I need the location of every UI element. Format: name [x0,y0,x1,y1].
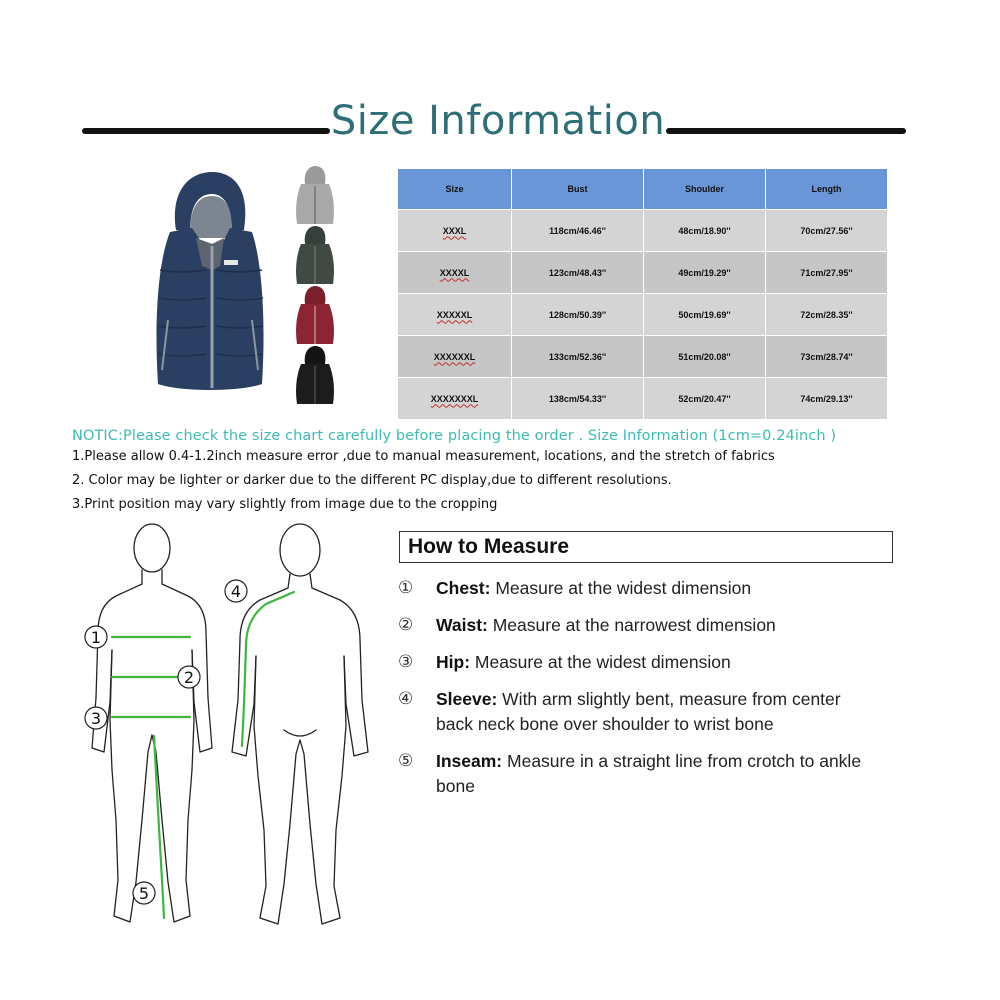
table-row [398,378,888,420]
item-text: Measure in a straight line from crotch to ankle bone [436,751,862,796]
measure-item-inseam [398,749,918,801]
cell-shoulder: 52cm/20.47'' [644,378,766,420]
size-table [397,168,888,420]
note-line-2: 2. Color may be lighter or darker due to the different PC display,due to different resolutions. [72,473,672,488]
svg-text:2: 2 [183,668,195,687]
table-row [398,252,888,294]
cell-size: XXXXL [398,252,512,294]
item-label: Chest: [436,578,491,598]
page-title: Size Information [330,98,666,144]
measure-item-chest [398,576,918,602]
cell-length: 72cm/28.35'' [766,294,888,336]
cell-length: 71cm/27.95'' [766,252,888,294]
title-rule-left [82,128,330,134]
measure-item-waist [398,613,918,639]
header-size: Size [398,169,512,210]
header-shoulder: Shoulder [644,169,766,210]
item-number: ⑤ [398,751,414,771]
measure-item-hip [398,650,918,676]
marker-1 [85,626,107,648]
how-to-measure-heading: How to Measure [408,535,570,558]
back-body-figure [232,524,368,924]
item-label: Inseam: [436,751,503,771]
cell-size: XXXXXL [398,294,512,336]
table-row [398,210,888,252]
vest-thumbnail-gray[interactable] [293,166,337,226]
header-length: Length [766,169,888,210]
item-label: Hip: [436,652,471,672]
header-bust: Bust [512,169,644,210]
cell-size: XXXXXXL [398,336,512,378]
cell-length: 70cm/27.56'' [766,210,888,252]
marker-4 [225,580,247,602]
cell-bust: 118cm/46.46'' [512,210,644,252]
item-label: Sleeve: [436,689,498,709]
cell-length: 73cm/28.74'' [766,336,888,378]
item-text: With arm slightly bent, measure from center back neck bone over shoulder to wrist bone [436,689,841,734]
svg-text:1: 1 [90,628,102,647]
note-line-3: 3.Print position may vary slightly from image due to the cropping [72,497,498,512]
item-number: ① [398,578,414,598]
item-label: Waist: [436,615,488,635]
marker-3 [85,707,107,729]
cell-bust: 123cm/48.43'' [512,252,644,294]
item-number: ④ [398,689,414,709]
measurement-figures [70,520,390,940]
cell-size: XXXL [398,210,512,252]
svg-text:3: 3 [90,709,102,728]
notic-warning: NOTIC:Please check the size chart carefully before placing the order . Size Information (1cm=0.24inch ) [72,428,837,444]
cell-bust: 133cm/52.36'' [512,336,644,378]
title-rule-right [666,128,906,134]
front-body-figure [92,524,212,922]
cell-length: 74cm/29.13'' [766,378,888,420]
item-number: ③ [398,652,414,672]
vest-thumbnail-burgundy[interactable] [293,286,337,346]
cell-shoulder: 48cm/18.90'' [644,210,766,252]
table-row [398,294,888,336]
note-line-1: 1.Please allow 0.4-1.2inch measure error ,due to manual measurement, locations, and the stretch of fabrics [72,449,775,464]
svg-text:5: 5 [138,884,150,903]
vest-thumbnail-dark-green[interactable] [293,226,337,286]
cell-shoulder: 50cm/19.69'' [644,294,766,336]
marker-5 [133,882,155,904]
cell-bust: 128cm/50.39'' [512,294,644,336]
item-number: ② [398,615,414,635]
item-text: Measure at the narrowest dimension [487,615,776,635]
marker-2 [178,666,200,688]
svg-text:4: 4 [230,582,242,601]
sleeve-line [242,592,294,746]
item-text: Measure at the widest dimension [490,578,752,598]
cell-shoulder: 51cm/20.08'' [644,336,766,378]
cell-bust: 138cm/54.33'' [512,378,644,420]
table-row [398,336,888,378]
table-header-row [398,169,888,210]
cell-size: XXXXXXXL [398,378,512,420]
measure-item-sleeve [398,687,918,739]
item-text: Measure at the widest dimension [470,652,731,672]
vest-main-image [140,170,280,398]
cell-shoulder: 49cm/19.29'' [644,252,766,294]
vest-thumbnail-black[interactable] [293,346,337,406]
